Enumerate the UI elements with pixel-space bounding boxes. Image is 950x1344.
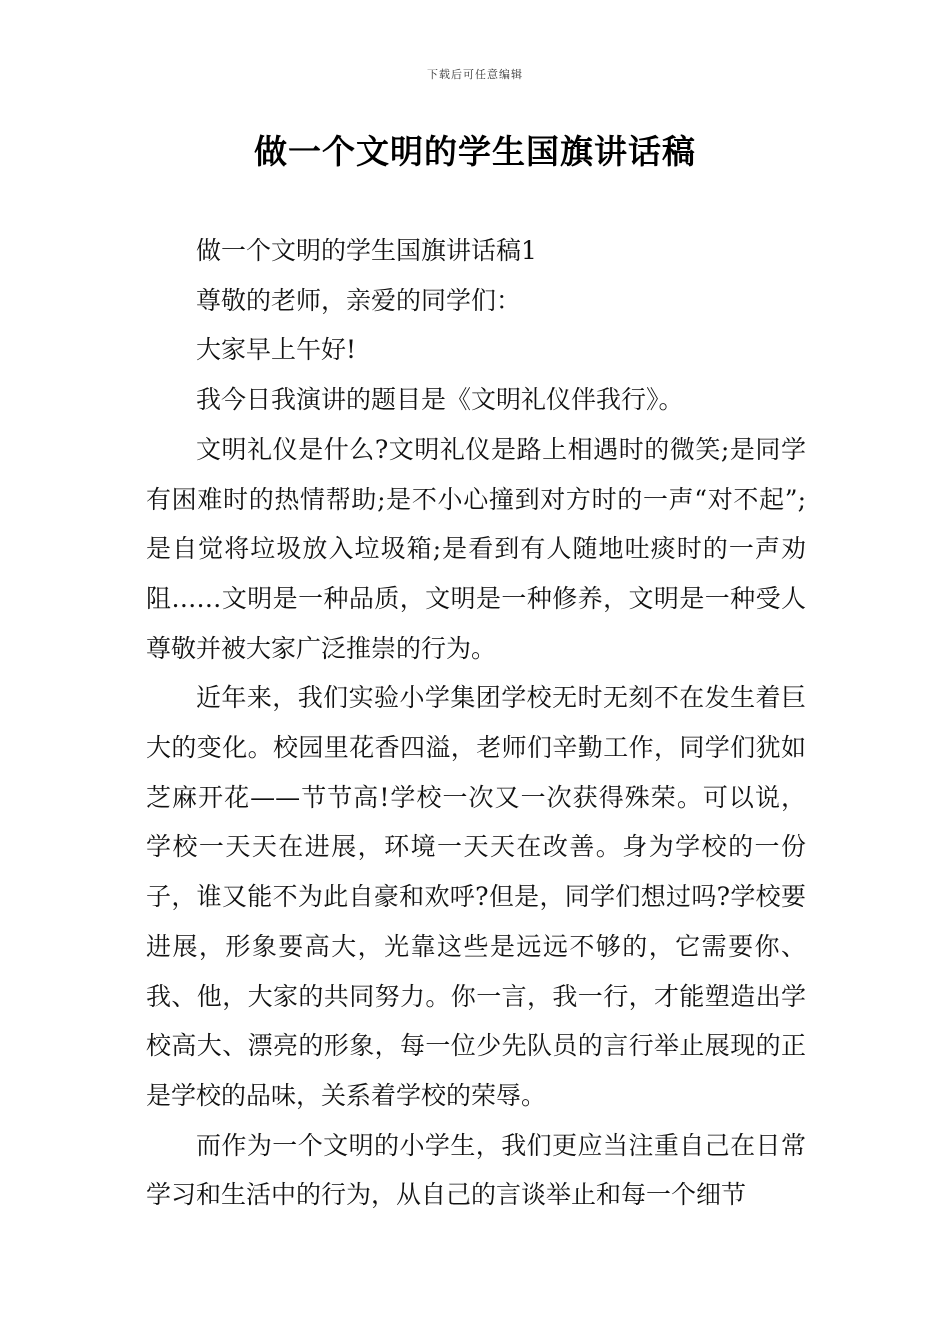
paragraph-body: 文明礼仪是什么?文明礼仪是路上相遇时的微笑;是同学有困难时的热情帮助;是不小心撞到对方时的一声“对不起”;是自觉将垃圾放入垃圾箱;是看到有人随地吐痰时的一声劝阻……文明是一种品质，文明是一种修养，文明是一种受人尊敬并被大家广泛推崇的行为。 xyxy=(146,434,806,663)
paragraph-subtitle: 做一个文明的学生国旗讲话稿1 xyxy=(196,236,537,265)
paragraph-body: 而作为一个文明的小学生，我们更应当注重自己在日常学习和生活中的行为，从自己的言谈举止和每一个细节 xyxy=(146,1130,806,1210)
paragraph-greeting: 大家早上午好! xyxy=(196,335,357,365)
document-body xyxy=(146,226,806,1220)
header-note: 下载后可任意编辑 xyxy=(427,68,523,81)
document-title: 做一个文明的学生国旗讲话稿 xyxy=(254,132,696,171)
paragraph-salutation: 尊敬的老师，亲爱的同学们： xyxy=(196,285,522,315)
paragraph-topic: 我今日我演讲的题目是《文明礼仪伴我行》。 xyxy=(196,385,684,415)
paragraph-body: 近年来，我们实验小学集团学校无时无刻不在发生着巨大的变化。校园里花香四溢，老师们辛勤工作，同学们犹如芝麻开花——节节高!学校一次又一次获得殊荣。可以说，学校一天天在进展，环境一天天在改善。身为学校的一份子，谁又能不为此自豪和欢呼?但是，同学们想过吗?学校要进展，形象要高大，光靠这些是远远不够的，它需要你、我、他，大家的共同努力。你一言，我一行，才能塑造出学校高大、漂亮的形象，每一位少先队员的言行举止展现的正是学校的品味，关系着学校的荣辱。 xyxy=(146,683,806,1110)
